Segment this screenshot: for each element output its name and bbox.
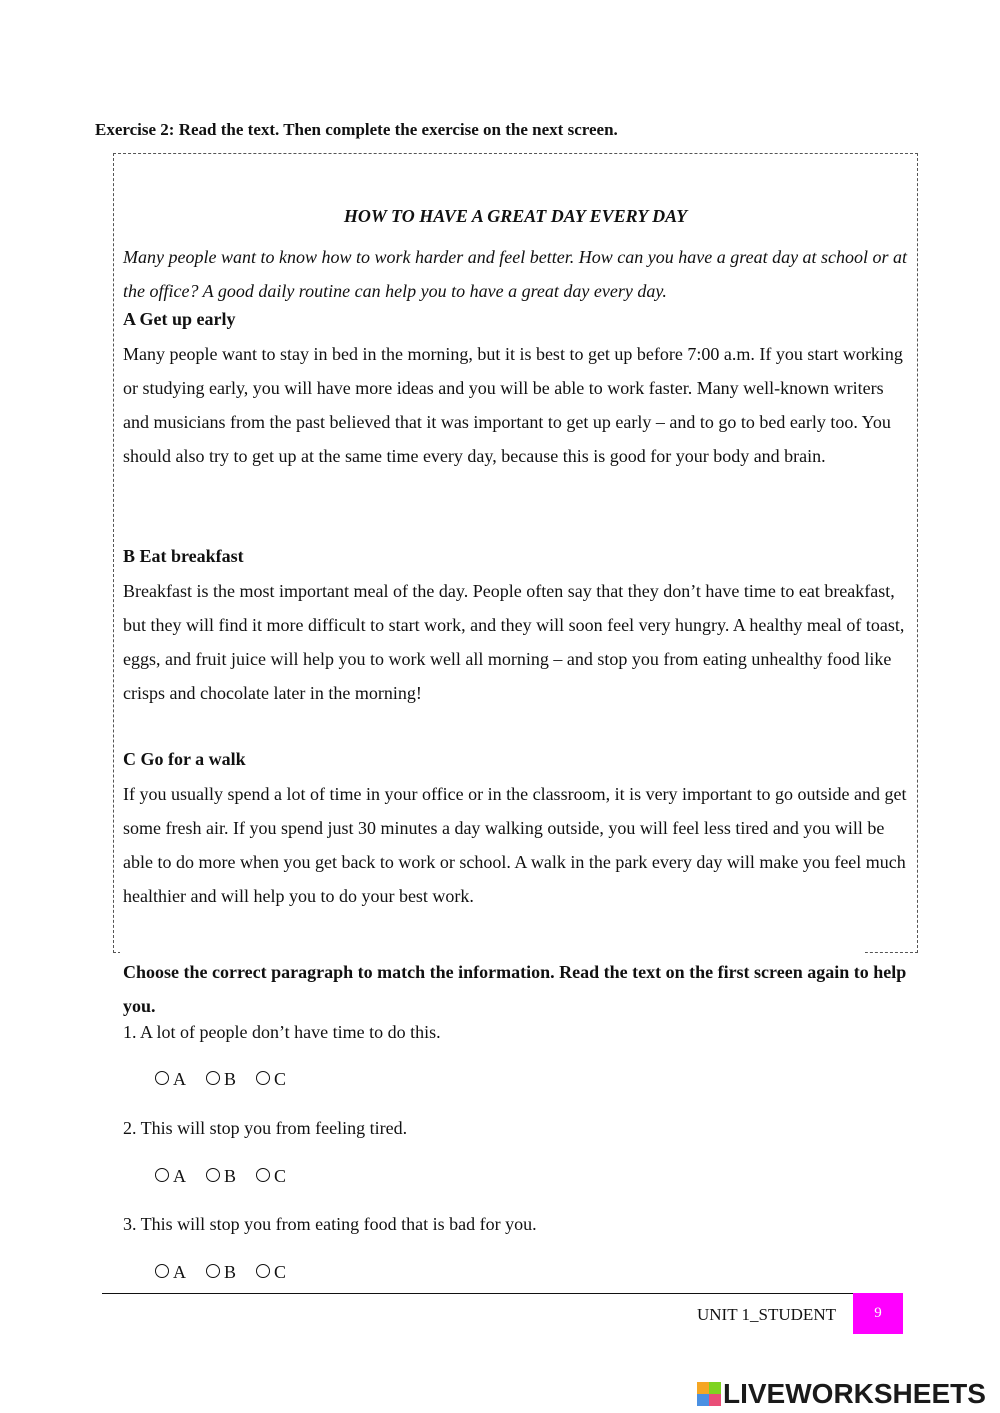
unit-label: UNIT 1_STUDENT [697, 1305, 836, 1324]
option-label: B [224, 1262, 237, 1282]
paragraph-b-text: Breakfast is the most important meal of the day. People often say that they don’t have time to eat breakfast, but they will find it more difficult to start work, and they will soon feel very hungry. A healthy meal of toast, eggs, and fruit juice will help you to work well all morning – and stop you from eating unhealthy food like crisps and chocolate later in the morning! [123, 581, 905, 703]
radio-icon[interactable] [256, 1168, 270, 1182]
article-title: HOW TO HAVE A GREAT DAY EVERY DAY [343, 206, 688, 226]
radio-icon[interactable] [155, 1168, 169, 1182]
option-label: A [173, 1262, 186, 1282]
q2-option-c[interactable] [256, 1166, 286, 1187]
paragraph-b-heading: B Eat breakfast [123, 546, 244, 566]
logo-square [709, 1394, 721, 1406]
q3-option-a[interactable] [155, 1262, 186, 1283]
radio-icon[interactable] [256, 1264, 270, 1278]
radio-icon[interactable] [206, 1264, 220, 1278]
q2-option-a[interactable] [155, 1166, 186, 1187]
q1-option-b[interactable] [206, 1069, 236, 1090]
q3-option-b[interactable] [206, 1262, 236, 1283]
question-1-options [155, 1069, 286, 1090]
q1-option-a[interactable] [155, 1069, 186, 1090]
paragraph-c-heading: C Go for a walk [123, 749, 246, 769]
question-3-options [155, 1262, 286, 1283]
question-2: 2. This will stop you from feeling tired. [123, 1118, 408, 1138]
q1-option-c[interactable] [256, 1069, 286, 1090]
paragraph-a-heading: A Get up early [123, 309, 236, 329]
logo-square [697, 1382, 709, 1394]
logo-square [697, 1394, 709, 1406]
article-intro: Many people want to know how to work harder and feel better. How can you have a great day at school or at the office? A good daily routine can help you to have a great day every day. [123, 247, 908, 301]
option-label: A [173, 1069, 186, 1089]
radio-icon[interactable] [206, 1168, 220, 1182]
option-label: C [274, 1262, 287, 1282]
q3-option-c[interactable] [256, 1262, 286, 1283]
exercise-heading: Exercise 2: Read the text. Then complete the exercise on the next screen. [95, 120, 618, 139]
paragraph-c-text: If you usually spend a lot of time in your office or in the classroom, it is very important to go outside and get some fresh air. If you spend just 30 minutes a day walking outside, you will feel less tired and you will be able to do more when you get back to work or school. A walk in the park every day will make you feel much healthier and will help you to do your best work. [123, 784, 907, 906]
brand-name: LIVEWORKSHEETS [723, 1378, 986, 1409]
question-2-options [155, 1166, 286, 1187]
question-3: 3. This will stop you from eating food that is bad for you. [123, 1214, 537, 1234]
q2-option-b[interactable] [206, 1166, 236, 1187]
option-label: B [224, 1069, 237, 1089]
page-number: 9 [853, 1293, 903, 1334]
quiz-instruction: Choose the correct paragraph to match the information. Read the text on the first screen again to help you. [123, 962, 907, 1016]
question-1: 1. A lot of people don’t have time to do this. [123, 1022, 441, 1042]
radio-icon[interactable] [155, 1071, 169, 1085]
radio-icon[interactable] [206, 1071, 220, 1085]
logo-square [709, 1382, 721, 1394]
paragraph-a-text: Many people want to stay in bed in the morning, but it is best to get up before 7:00 a.m. If you start working or studying early, you will have more ideas and you will be able to work faster. Many well-known writers and musicians from the past believed that it was important to get up early – and to go to bed early too. You should also try to get up at the same time every day, because this is good for your body and brain. [123, 344, 903, 466]
option-label: A [173, 1166, 186, 1186]
radio-icon[interactable] [256, 1071, 270, 1085]
option-label: C [274, 1166, 287, 1186]
liveworksheets-logo[interactable] [697, 1378, 986, 1410]
option-label: B [224, 1166, 237, 1186]
radio-icon[interactable] [155, 1264, 169, 1278]
footer-divider [102, 1293, 900, 1294]
option-label: C [274, 1069, 287, 1089]
liveworksheets-icon [697, 1382, 721, 1406]
